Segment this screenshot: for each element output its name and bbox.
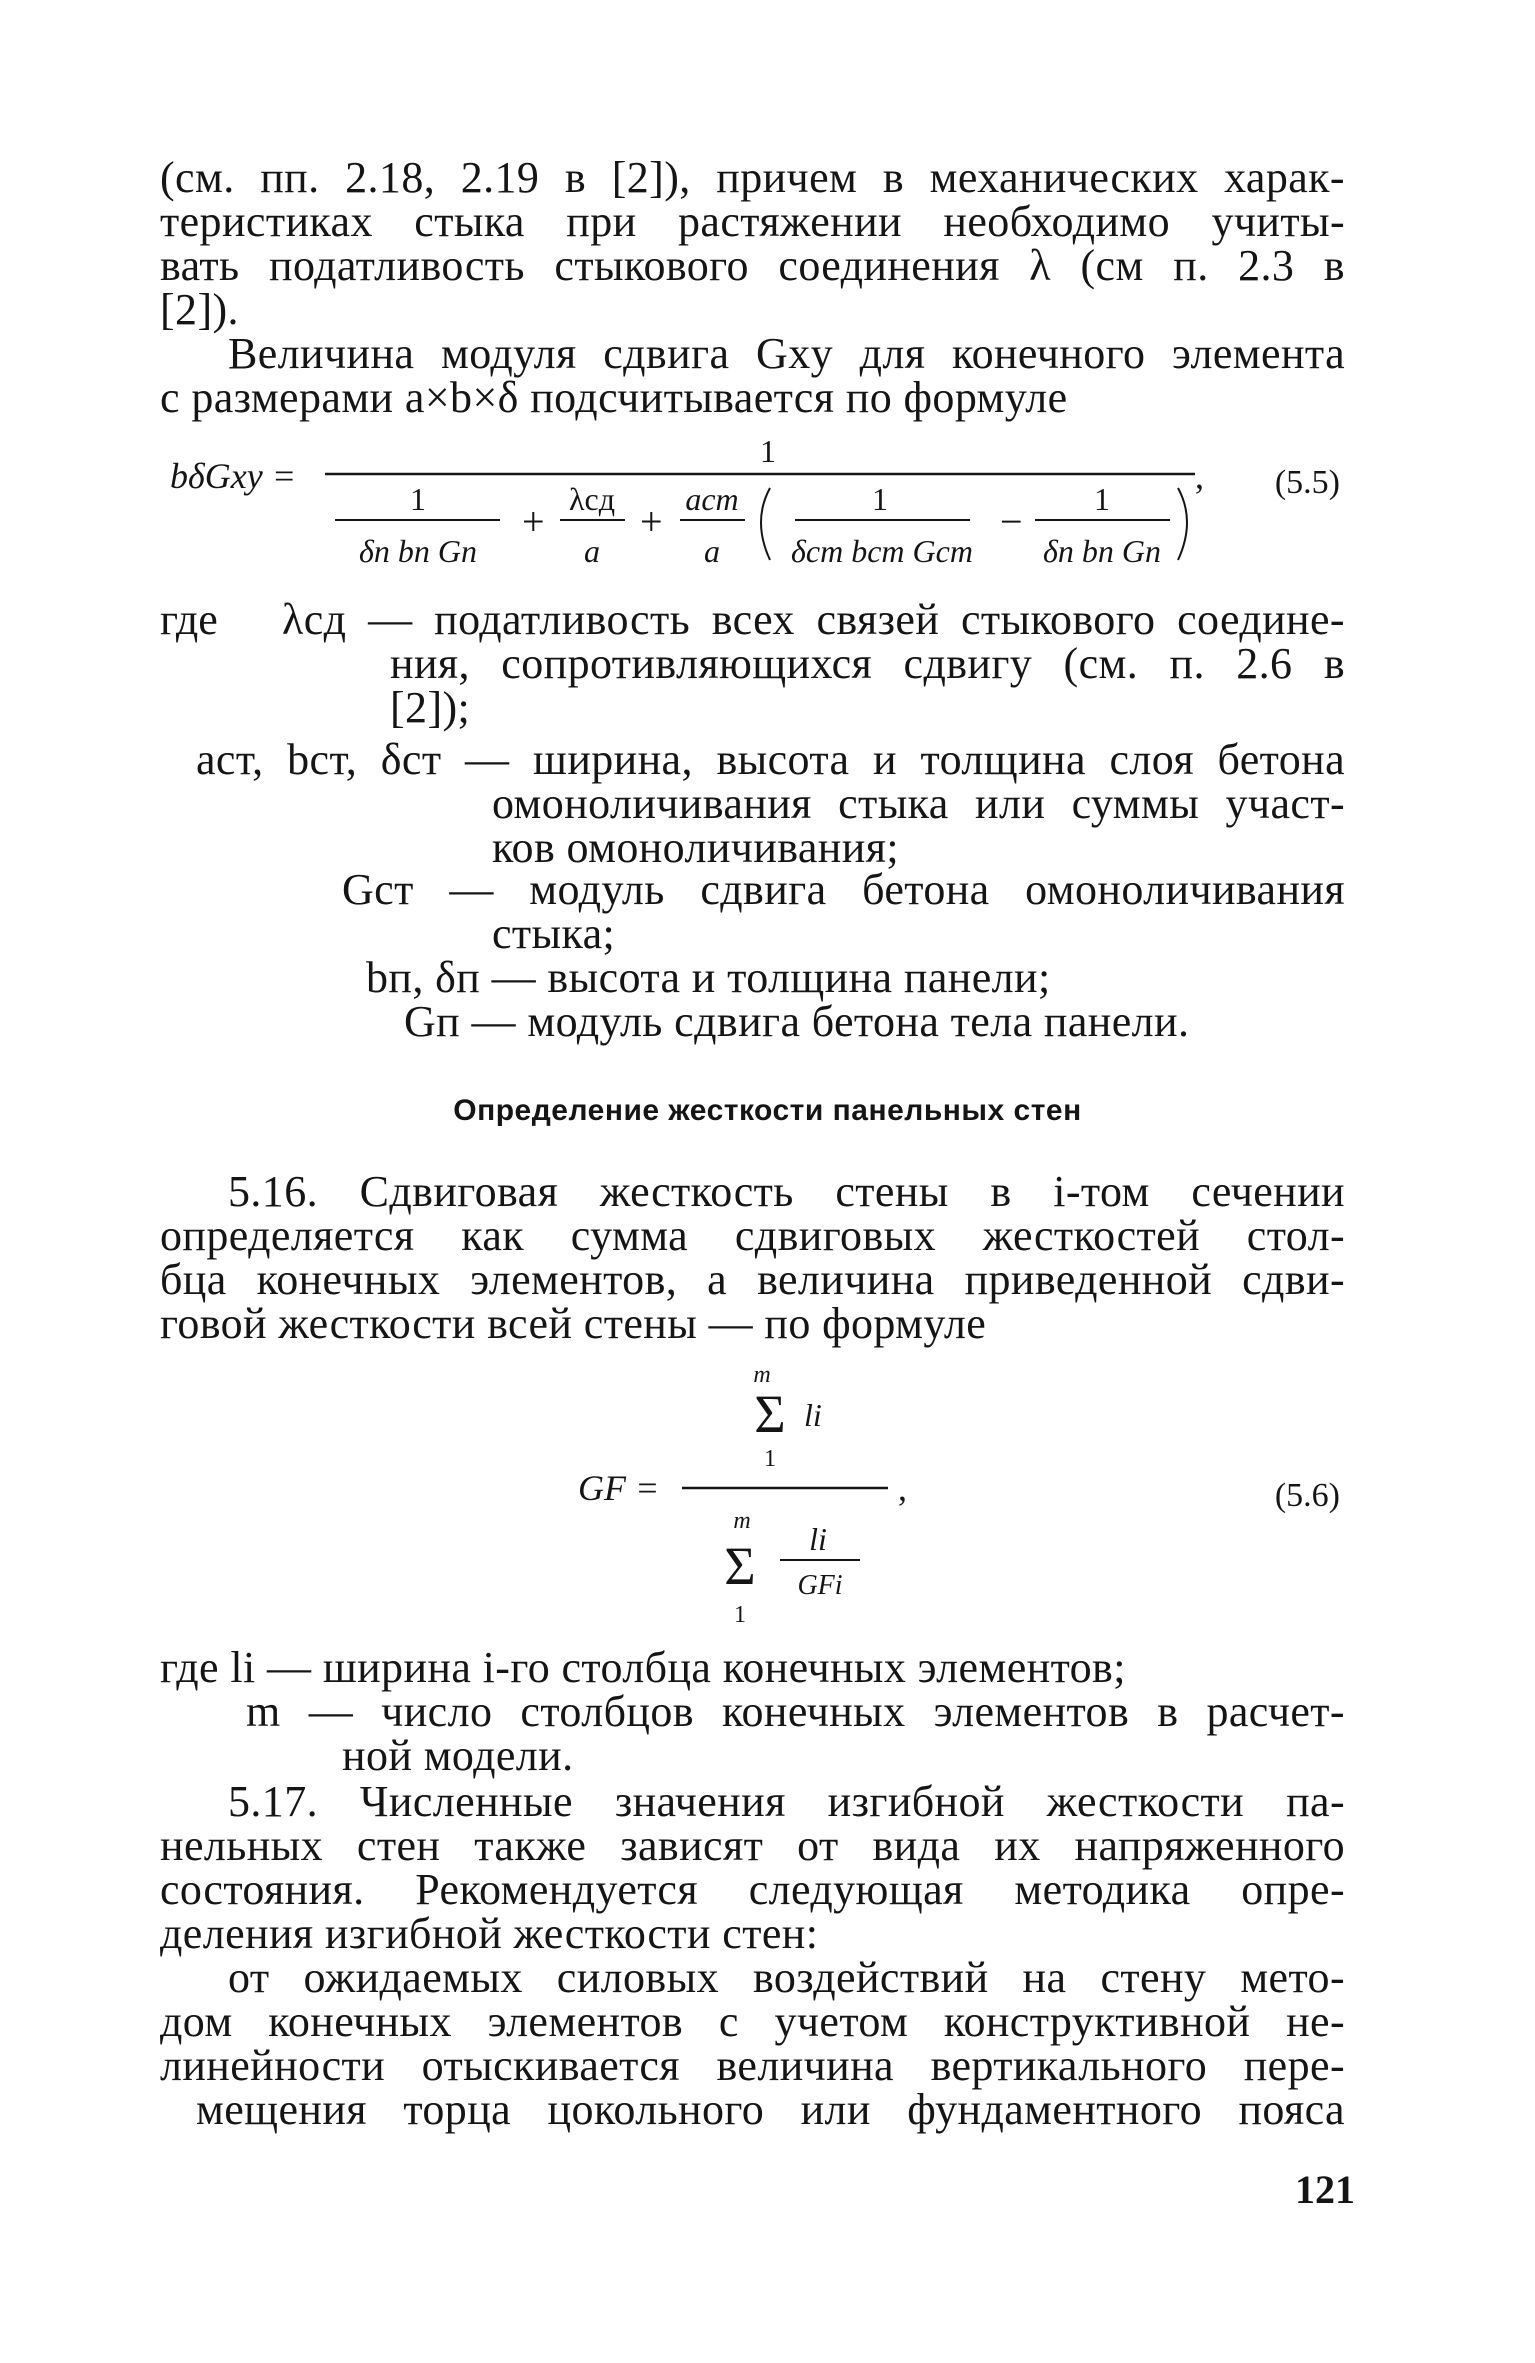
term-denominator: δп bп Gп (1043, 533, 1161, 569)
formula-comma: , (898, 1468, 907, 1508)
text-line: 5.17. Численные значения изгибной жесткости па- (228, 1777, 1345, 1826)
formula-lhs: GF = (578, 1468, 660, 1508)
text-line: бца конечных элементов, а величина приведенной сдви- (160, 1255, 1345, 1304)
sigma-symbol: Σ (724, 1536, 756, 1596)
definition-line: m — число столбцов конечных элементов в расчет- (246, 1687, 1345, 1736)
text-line: определяется как сумма сдвиговых жесткостей стол- (160, 1211, 1345, 1260)
definition-line: стыка; (492, 909, 616, 958)
equation-number: (5.5) (1274, 464, 1340, 501)
text-line: нельных стен также зависят от вида их напряженного (160, 1821, 1345, 1870)
term-denominator: δст bст Gст (791, 533, 973, 569)
text-line: (см. пп. 2.18, 2.19 в [2]), причем в механических харак- (160, 153, 1345, 202)
text-line: состояния. Рекомендуется следующая методика опре- (160, 1865, 1345, 1914)
term-denominator: a (584, 533, 600, 569)
text-line: от ожидаемых силовых воздействий на стену мето- (228, 1953, 1345, 2002)
text-line: дом конечных элементов с учетом конструктивной не- (160, 1997, 1345, 2046)
definition-line: λсд — податливость всех связей стыкового соедине- (282, 595, 1345, 644)
term-numerator: aст (685, 481, 739, 517)
definition-line: ной модели. (342, 1731, 574, 1780)
term-numerator: 1 (410, 481, 426, 517)
term-denominator: GFi (797, 1570, 843, 1601)
text-line: вать податливость стыкового соединения λ (см п. 2.3 в (160, 241, 1345, 290)
definition-line: bп, δп — высота и толщина панели; (366, 953, 1051, 1002)
sum-term: li (804, 1397, 822, 1433)
plus-sign: + (640, 499, 663, 544)
minus-sign: − (1000, 499, 1023, 544)
term-numerator: λсд (569, 481, 615, 517)
sum-lower-limit: 1 (734, 1602, 746, 1628)
definition-line: где li — ширина i-го столбца конечных элементов; (160, 1643, 1126, 1692)
text-line: [2]). (160, 285, 239, 334)
text-line: с размерами a×b×δ подсчитывается по формуле (160, 373, 1068, 422)
formula-comma: , (1195, 456, 1204, 496)
sum-lower-limit: 1 (764, 1446, 776, 1472)
formula-numerator: 1 (760, 433, 776, 469)
equation-number: (5.6) (1274, 1477, 1340, 1514)
text-line: мещения торца цокольного или фундаментного пояса (196, 2085, 1345, 2134)
text-line: теристиках стыка при растяжении необходимо учиты- (160, 197, 1345, 246)
definition-line: [2]); (390, 683, 471, 732)
term-numerator: li (809, 1521, 827, 1557)
text-line: Величина модуля сдвига Gxy для конечного элемента (228, 329, 1345, 378)
where-label: где (160, 595, 218, 644)
page-number: 121 (1295, 2167, 1355, 2212)
sum-upper-limit: m (733, 1508, 751, 1534)
term-denominator: δп bп Gп (359, 533, 477, 569)
formula-lhs: bδGxy = (170, 456, 296, 496)
text-line: линейности отыскивается величина вертикального пере- (160, 2041, 1345, 2090)
definition-line: ков омоноличивания; (492, 823, 899, 872)
text-line: деления изгибной жесткости стен: (160, 1909, 819, 1958)
definition-line: aст, bст, δст — ширина, высота и толщина слоя бетона (196, 735, 1345, 784)
plus-sign: + (522, 499, 545, 544)
text-line: 5.16. Сдвиговая жесткость стены в i-том сечении (228, 1167, 1345, 1216)
definition-line: Gст — модуль сдвига бетона омоноличивания (342, 865, 1345, 914)
term-numerator: 1 (1094, 481, 1110, 517)
definition-line: Gп — модуль сдвига бетона тела панели. (404, 997, 1190, 1046)
definition-line: ния, сопротивляющихся сдвигу (см. п. 2.6 в (390, 639, 1345, 688)
sum-upper-limit: m (753, 1362, 771, 1388)
section-heading: Определение жесткости панельных стен (453, 1094, 1082, 1127)
text-line: говой жесткости всей стены — по формуле (160, 1299, 987, 1348)
term-numerator: 1 (872, 481, 888, 517)
term-denominator: a (704, 533, 720, 569)
definition-line: омоноличивания стыка или суммы участ- (492, 779, 1345, 828)
sigma-symbol: Σ (754, 1384, 786, 1444)
